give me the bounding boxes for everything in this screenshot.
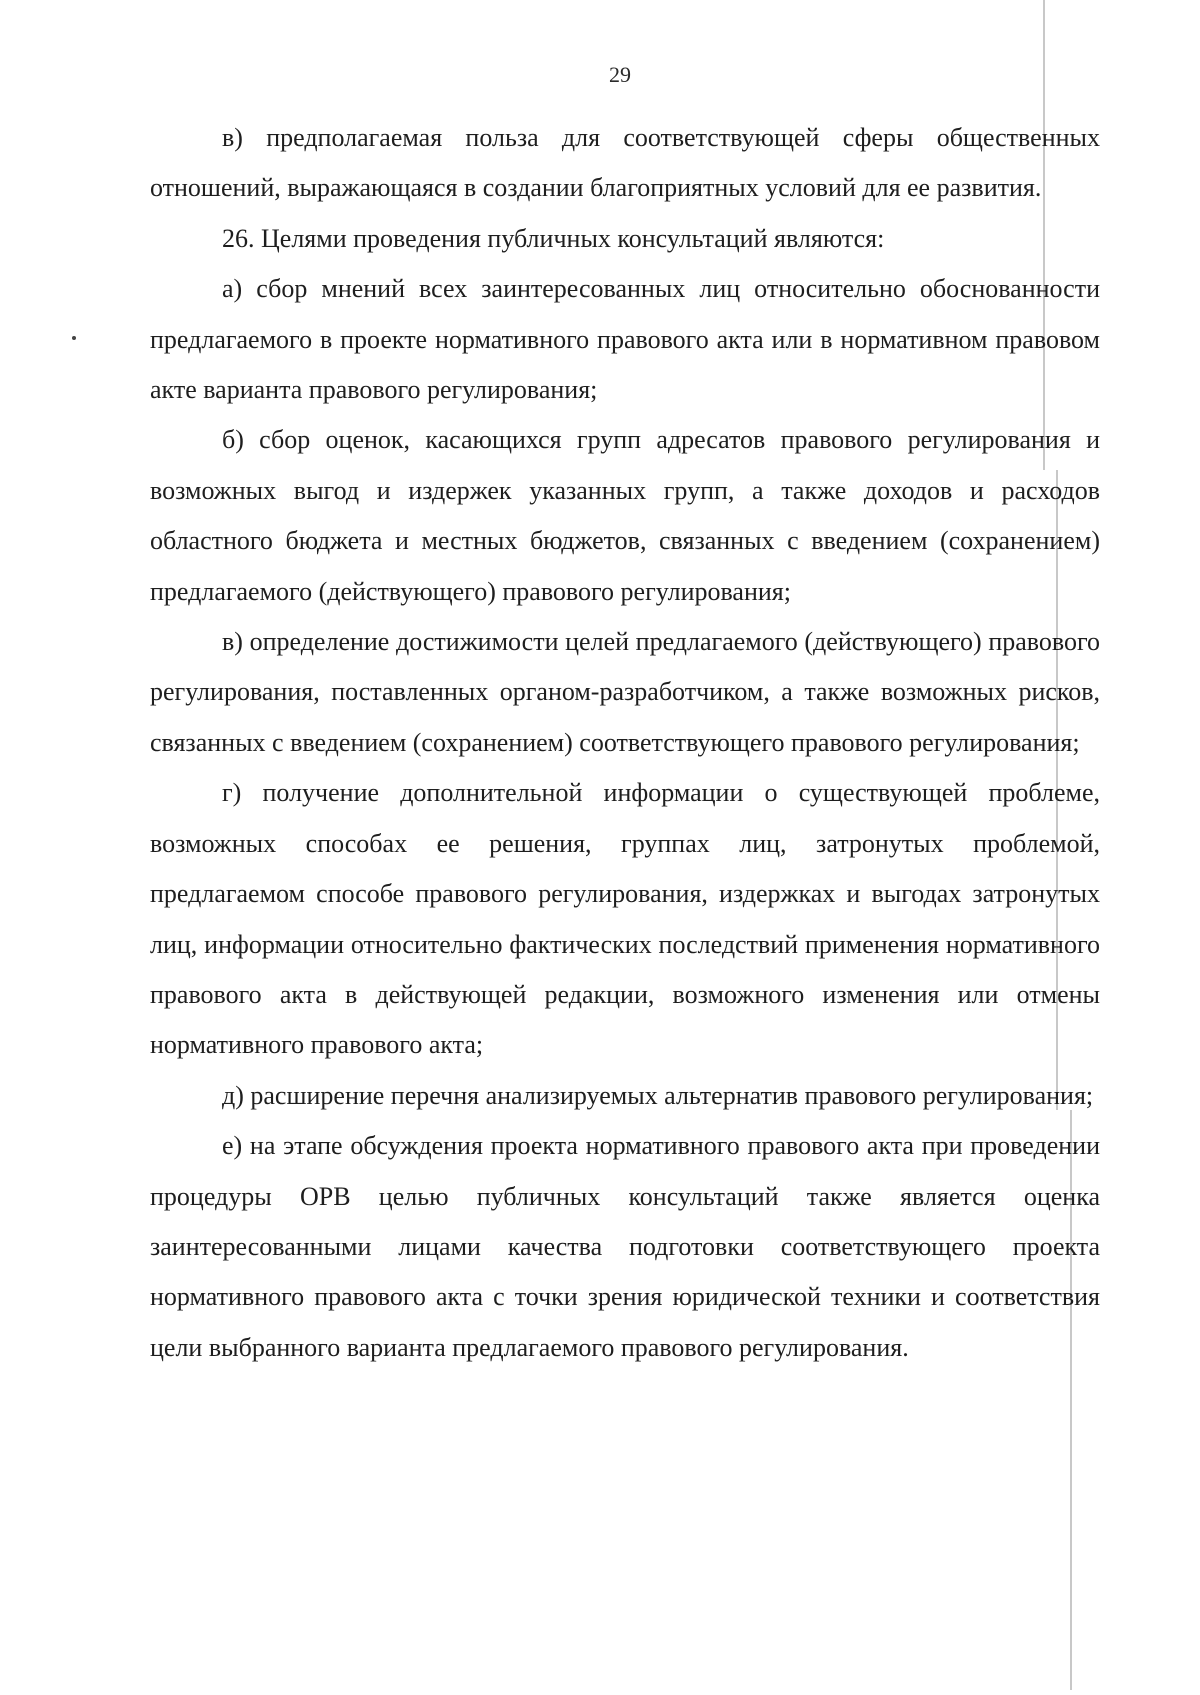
document-body (150, 113, 1100, 1373)
paragraph-item-v: в) определение достижимости целей предлагаемого (действующего) правового регулирования, поставленных органом-разработчиком, а также возможных рисков, связанных с введением (сохранением) соответствующего правового регулирования; (150, 627, 1100, 757)
paragraph-item-b: б) сбор оценок, касающихся групп адресатов правового регулирования и возможных выгод и издержек указанных групп, а также доходов и расходов областного бюджета и местных бюджетов, связанных с введением (сохранением) предлагаемого (действующего) правового регулирования; (150, 425, 1100, 606)
paragraph-item-26-heading: 26. Целями проведения публичных консультаций являются: (222, 223, 885, 253)
paragraph-item-d: д) расширение перечня анализируемых альтернатив правового регулирования; (222, 1080, 1094, 1110)
page-number: 29 (609, 62, 631, 87)
paragraph-item-e: е) на этапе обсуждения проекта нормативного правового акта при проведении процедуры ОРВ целью публичных консультаций также является оценка заинтересованными лицами качества подготовки соответствующего проекта нормативного правового акта с точки зрения юридической техники и соответствия цели выбранного варианта предлагаемого правового регулирования. (150, 1131, 1100, 1362)
paragraph-item-g: г) получение дополнительной информации о существующей проблеме, возможных способах ее решения, группах лиц, затронутых проблемой, предлагаемом способе правового регулирования, издержках и выгодах затронутых лиц, информации относительно фактических последствий применения нормативного правового акта в действующей редакции, возможного изменения или отмены нормативного правового акта; (150, 778, 1100, 1060)
paragraph-item-a: а) сбор мнений всех заинтересованных лиц относительно обоснованности предлагаемого в проекте нормативного правового акта или в нормативном правовом акте варианта правового регулирования; (150, 274, 1100, 405)
paragraph-benefit-clause: в) предполагаемая польза для соответствующей сферы общественных отношений, выражающаяся в создании благоприятных условий для ее развития. (150, 123, 1100, 203)
scan-speck (72, 336, 76, 340)
